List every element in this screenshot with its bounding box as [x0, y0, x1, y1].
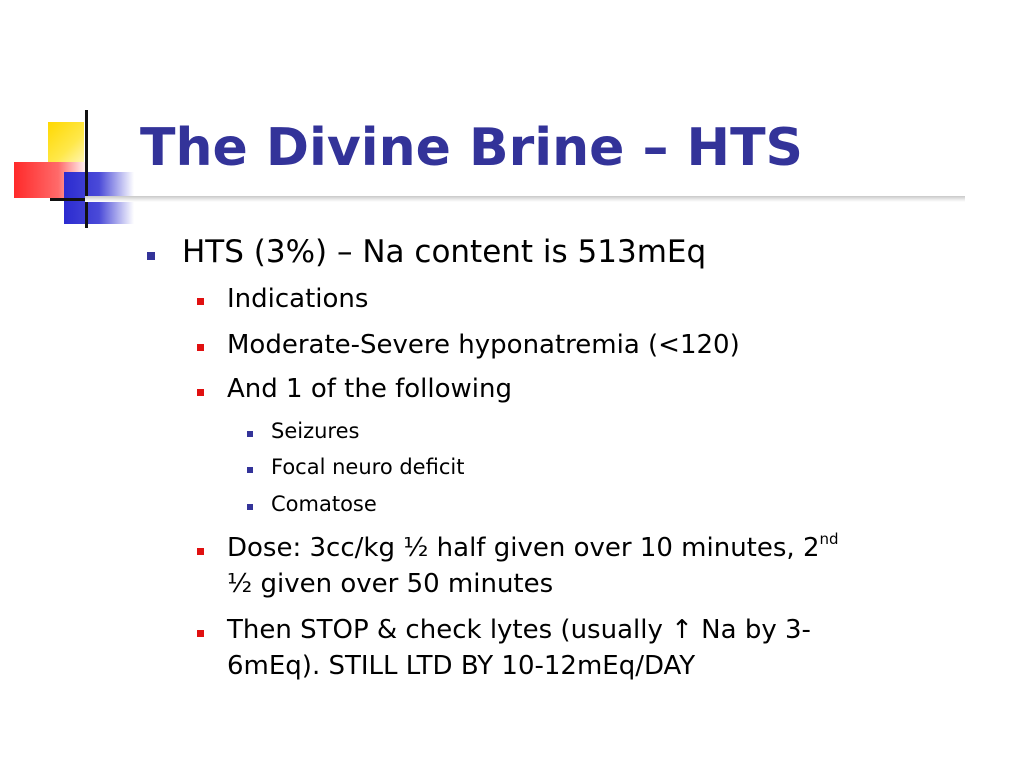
bullet-hyponatremia: Moderate-Severe hyponatremia (<120) [227, 330, 740, 360]
bullet-marker [247, 467, 253, 473]
bullet-marker [197, 389, 204, 396]
bullet-marker [197, 630, 204, 637]
dose-text: Dose: 3cc/kg ½ half given over 10 minutes, 2 [227, 533, 820, 563]
bullet-and-one-of: And 1 of the following [227, 374, 512, 404]
slide-logo-decoration [0, 0, 150, 240]
bullet-marker [147, 252, 155, 260]
bullet-stop-line1 [227, 615, 811, 645]
bullet-marker [197, 548, 204, 555]
stop-text-post: Na by 3- [692, 615, 811, 645]
title-underline-rule [85, 196, 965, 202]
bullet-marker [247, 504, 253, 510]
bullet-marker [197, 298, 204, 305]
ordinal-suffix: nd [819, 530, 839, 548]
bullet-stop-line2: 6mEq). STILL LTD BY 10-12mEq/DAY [227, 651, 696, 681]
bullet-marker [197, 344, 204, 351]
bullet-dose-line2: ½ given over 50 minutes [227, 569, 554, 599]
slide-title: The Divine Brine – HTS [140, 118, 803, 178]
bullet-indications: Indications [227, 284, 369, 314]
bullet-focal-neuro: Focal neuro deficit [271, 455, 465, 479]
up-arrow-icon: ↑ [671, 615, 693, 645]
yellow-square-decoration [48, 122, 84, 164]
bullet-seizures: Seizures [271, 419, 360, 443]
vertical-line-decoration [85, 110, 88, 228]
bullet-comatose: Comatose [271, 492, 377, 516]
stop-text-pre: Then STOP & check lytes (usually [227, 615, 672, 645]
bullet-dose-line1 [227, 530, 839, 563]
bullet-hts-content: HTS (3%) – Na content is 513mEq [182, 234, 707, 270]
bullet-marker [247, 431, 253, 437]
